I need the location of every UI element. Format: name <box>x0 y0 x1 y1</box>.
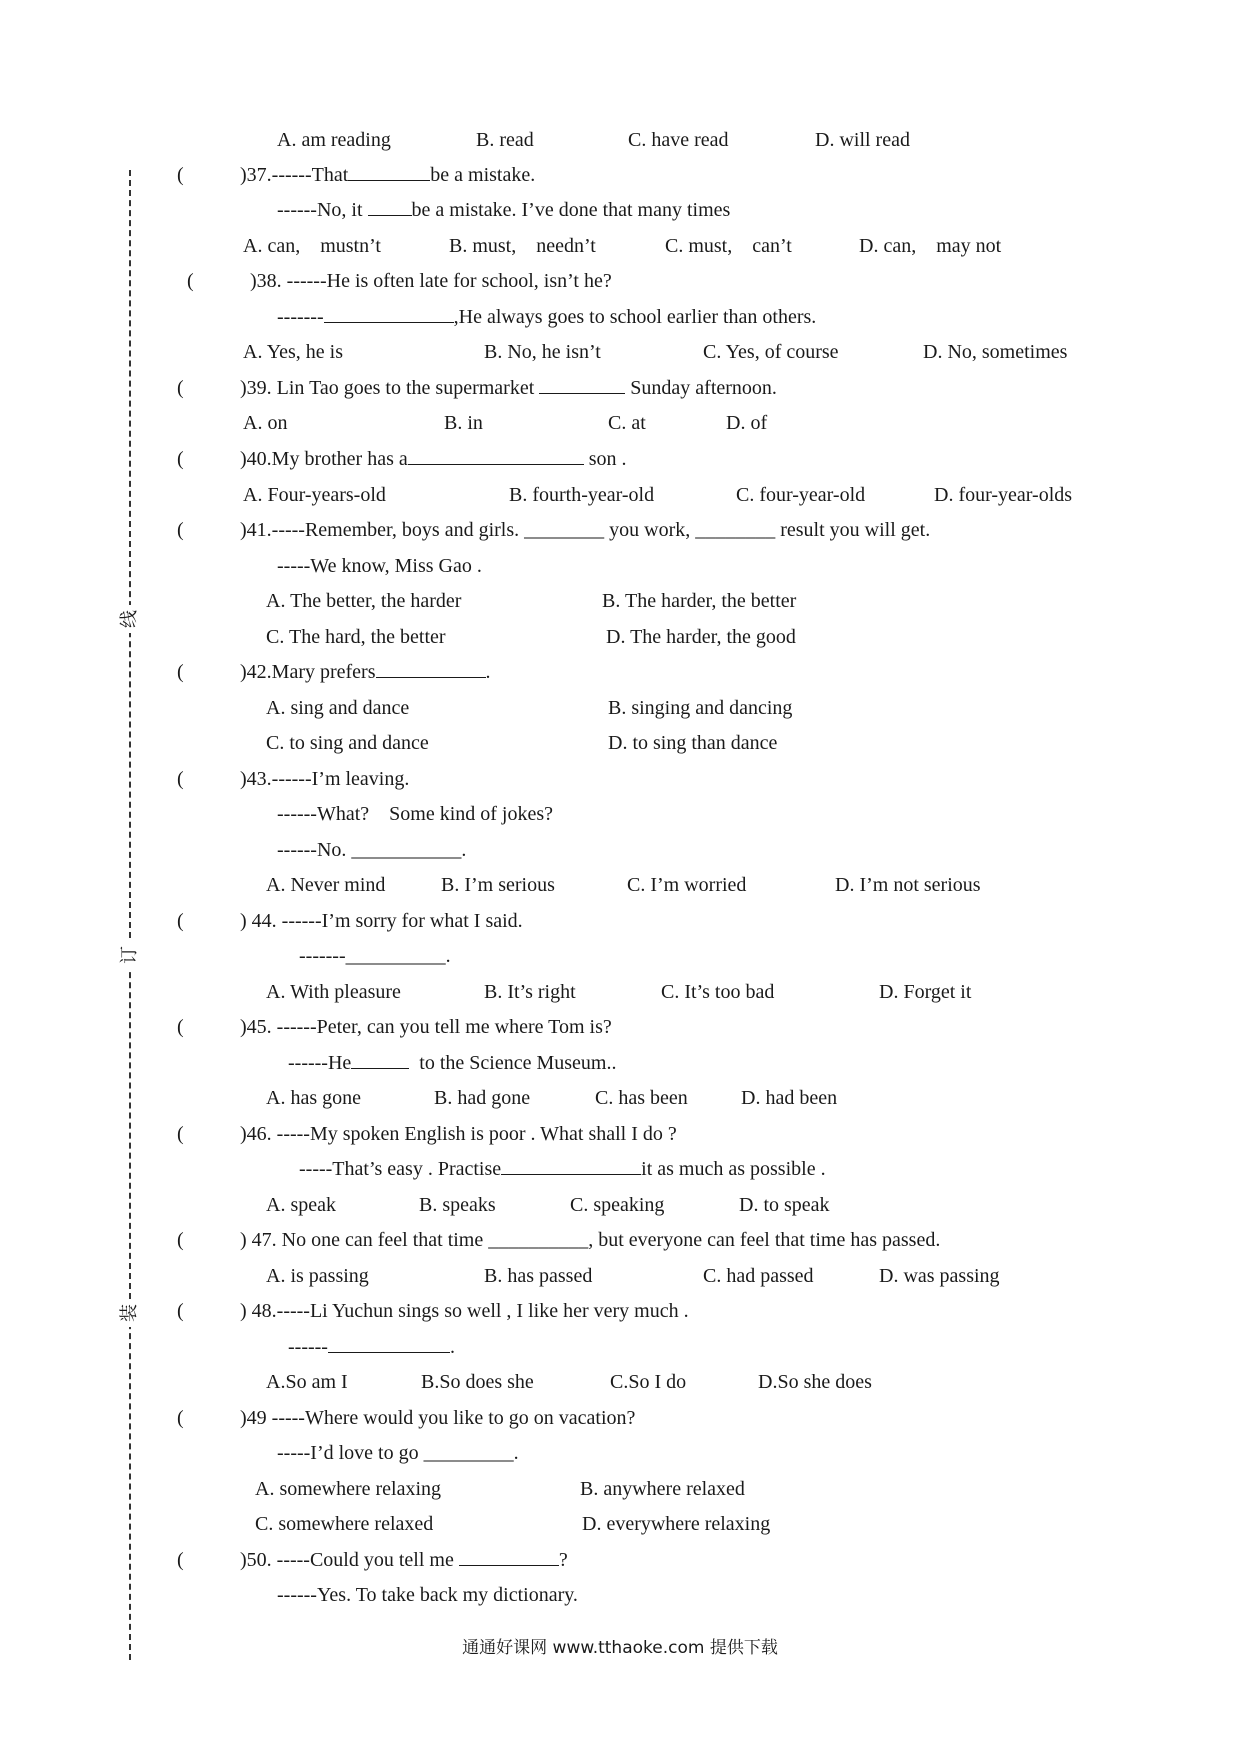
q43-reply-1: ------What? Some kind of jokes? <box>277 803 554 825</box>
q40-option-b: B. fourth-year-old <box>509 484 655 506</box>
q44-option-b: B. It’s right <box>484 981 576 1003</box>
q36-option-d: D. will read <box>815 129 910 151</box>
q43-option-c: C. I’m worried <box>627 874 747 896</box>
q49-reply: -----I’d love to go _________. <box>277 1442 519 1464</box>
q41-reply: -----We know, Miss Gao . <box>277 555 482 577</box>
q45-option-b: B. had gone <box>434 1087 531 1109</box>
q36-option-b: B. read <box>476 129 534 151</box>
q43-stem: )43.------I’m leaving. <box>240 768 410 790</box>
q46-stem: )46. -----My spoken English is poor . What shall I do ? <box>240 1123 677 1145</box>
q49-answer-paren: ( <box>177 1407 184 1429</box>
q44-option-d: D. Forget it <box>879 981 972 1003</box>
q45-option-c: C. has been <box>595 1087 688 1109</box>
q44-stem: ) 44. ------I’m sorry for what I said. <box>240 910 523 932</box>
binding-char-staple: 订 <box>115 941 145 969</box>
q38-answer-paren: ( <box>187 270 194 292</box>
binding-char-bind: 装 <box>115 1299 145 1327</box>
q38-option-c: C. Yes, of course <box>703 341 839 363</box>
q45-option-d: D. had been <box>741 1087 838 1109</box>
q39-answer-paren: ( <box>177 377 184 399</box>
q48-answer-paren: ( <box>177 1300 184 1322</box>
q38-reply: ------- ,He always goes to school earlier than others. <box>277 306 817 328</box>
q40-stem: )40.My brother has a son . <box>240 448 627 470</box>
q41-option-b: B. The harder, the better <box>602 590 797 612</box>
q41-option-a: A. The better, the harder <box>266 590 462 612</box>
q46-option-a: A. speak <box>266 1194 336 1216</box>
q47-answer-paren: ( <box>177 1229 184 1251</box>
q45-stem: )45. ------Peter, can you tell me where Tom is? <box>240 1016 612 1038</box>
q37-option-a: A. can, mustn’t <box>243 235 381 257</box>
q40-option-c: C. four-year-old <box>736 484 866 506</box>
q48-option-c: C.So I do <box>610 1371 687 1393</box>
q49-option-b: B. anywhere relaxed <box>580 1478 745 1500</box>
q48-option-d: D.So she does <box>758 1371 872 1393</box>
binding-char-line: 线 <box>115 605 145 633</box>
q42-answer-paren: ( <box>177 661 184 683</box>
q44-reply: -------__________. <box>299 945 451 967</box>
q47-option-a: A. is passing <box>266 1265 369 1287</box>
q38-option-b: B. No, he isn’t <box>484 341 601 363</box>
q43-option-b: B. I’m serious <box>441 874 555 896</box>
q36-option-a: A. am reading <box>277 129 391 151</box>
q46-option-d: D. to speak <box>739 1194 830 1216</box>
q40-option-d: D. four-year-olds <box>934 484 1073 506</box>
q39-option-c: C. at <box>608 412 646 434</box>
q46-option-c: C. speaking <box>570 1194 665 1216</box>
q46-option-b: B. speaks <box>419 1194 496 1216</box>
q39-stem: )39. Lin Tao goes to the supermarket Sunday afternoon. <box>240 377 777 399</box>
q48-option-a: A.So am I <box>266 1371 348 1393</box>
q45-option-a: A. has gone <box>266 1087 361 1109</box>
q42-option-a: A. sing and dance <box>266 697 410 719</box>
q39-option-b: B. in <box>444 412 483 434</box>
q42-option-d: D. to sing than dance <box>608 732 778 754</box>
q43-option-d: D. I’m not serious <box>835 874 981 896</box>
q44-option-c: C. It’s too bad <box>661 981 775 1003</box>
q48-stem: ) 48.-----Li Yuchun sings so well , I like her very much . <box>240 1300 689 1322</box>
q44-option-a: A. With pleasure <box>266 981 401 1003</box>
q38-stem: )38. ------He is often late for school, isn’t he? <box>250 270 612 292</box>
q45-answer-paren: ( <box>177 1016 184 1038</box>
q42-stem: )42.Mary prefers . <box>240 661 491 683</box>
q41-answer-paren: ( <box>177 519 184 541</box>
q47-option-d: D. was passing <box>879 1265 1000 1287</box>
q43-reply-2: ------No. ___________. <box>277 839 467 861</box>
q49-stem: )49 -----Where would you like to go on vacation? <box>240 1407 636 1429</box>
q38-option-d: D. No, sometimes <box>923 341 1068 363</box>
q39-option-d: D. of <box>726 412 768 434</box>
q42-option-b: B. singing and dancing <box>608 697 793 719</box>
q47-option-c: C. had passed <box>703 1265 814 1287</box>
q47-option-b: B. has passed <box>484 1265 593 1287</box>
q46-reply: -----That’s easy . Practise it as much as possible . <box>299 1158 826 1180</box>
q50-reply: ------Yes. To take back my dictionary. <box>277 1584 578 1606</box>
q49-option-c: C. somewhere relaxed <box>255 1513 434 1535</box>
q37-stem: )37.------That be a mistake. <box>240 164 536 186</box>
page-footer: 通通好课网 www.tthaoke.com 提供下载 <box>462 1638 778 1658</box>
q40-answer-paren: ( <box>177 448 184 470</box>
q46-answer-paren: ( <box>177 1123 184 1145</box>
q38-option-a: A. Yes, he is <box>243 341 344 363</box>
q48-reply: ------ . <box>288 1336 455 1358</box>
q37-reply: ------No, it be a mistake. I’ve done that many times <box>277 199 731 221</box>
q44-answer-paren: ( <box>177 910 184 932</box>
q47-stem: ) 47. No one can feel that time __________, but everyone can feel that time has passed. <box>240 1229 941 1251</box>
q43-option-a: A. Never mind <box>266 874 386 896</box>
q48-option-b: B.So does she <box>421 1371 534 1393</box>
binding-line <box>129 170 131 1660</box>
q37-option-c: C. must, can’t <box>665 235 792 257</box>
q36-option-c: C. have read <box>628 129 729 151</box>
q41-stem: )41.-----Remember, boys and girls. ________ you work, ________ result you will get. <box>240 519 931 541</box>
q40-option-a: A. Four-years-old <box>243 484 386 506</box>
q37-option-b: B. must, needn’t <box>449 235 596 257</box>
q50-answer-paren: ( <box>177 1549 184 1571</box>
q49-option-d: D. everywhere relaxing <box>582 1513 771 1535</box>
q39-option-a: A. on <box>243 412 288 434</box>
q41-option-d: D. The harder, the good <box>606 626 796 648</box>
q37-option-d: D. can, may not <box>859 235 1002 257</box>
q41-option-c: C. The hard, the better <box>266 626 446 648</box>
q45-reply: ------He to the Science Museum.. <box>288 1052 617 1074</box>
q49-option-a: A. somewhere relaxing <box>255 1478 442 1500</box>
q37-answer-paren: ( <box>177 164 184 186</box>
q43-answer-paren: ( <box>177 768 184 790</box>
q50-stem: )50. -----Could you tell me ? <box>240 1549 568 1571</box>
q42-option-c: C. to sing and dance <box>266 732 429 754</box>
